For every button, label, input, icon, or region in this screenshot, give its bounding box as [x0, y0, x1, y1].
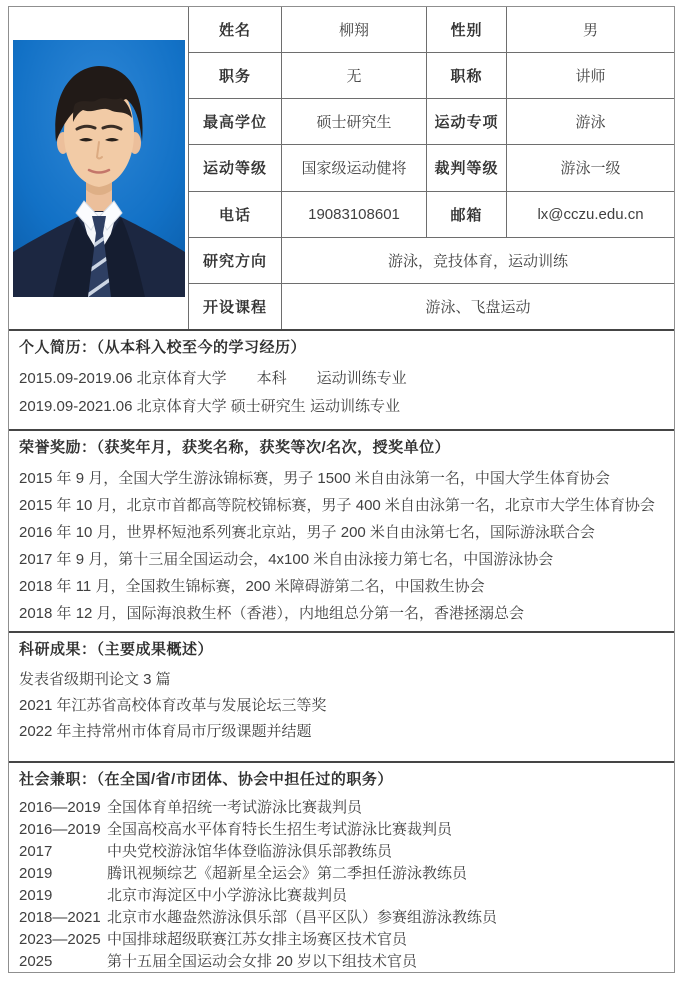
- section-honors-awards: [9, 429, 674, 631]
- field-label-degree: 最高学位: [202, 114, 267, 132]
- field-value-email: lx@cczu.edu.cn: [506, 192, 674, 237]
- position-period: 2019: [19, 887, 53, 904]
- position-period: 2016—2019: [19, 821, 101, 838]
- section-title: 个人简历：（从本科入校至今的学习经历）: [19, 339, 307, 356]
- table-row: [189, 145, 674, 191]
- photo-cell: [9, 7, 189, 329]
- honor-line: 2018 年 12 月，国际海浪救生杯（香港），内地组总分第一名，香港拯溺总会: [19, 605, 525, 622]
- table-row: [189, 53, 674, 99]
- resume-document-page: [8, 6, 675, 973]
- field-value-position: 无: [281, 53, 426, 98]
- field-label-name: 姓名: [218, 22, 251, 40]
- field-value-research-direction: 游泳，竞技体育，运动训练: [281, 238, 674, 283]
- section-title: 科研成果：（主要成果概述）: [19, 641, 214, 658]
- section-personal-resume: [9, 329, 674, 429]
- position-role: 中国排球超级联赛江苏女排主场赛区技术官员: [107, 931, 408, 948]
- field-value-athlete-level: 国家级运动健将: [281, 145, 426, 190]
- field-label-courses: 开设课程: [202, 298, 267, 316]
- field-value-title: 讲师: [506, 53, 674, 98]
- position-period: 2018—2021: [19, 909, 101, 926]
- social-position-row: [19, 841, 664, 863]
- field-label-gender: 性别: [426, 7, 506, 52]
- research-line: 2021 年江苏省高校体育改革与发展论坛三等奖: [19, 697, 327, 714]
- position-role: 北京市水趣盎然游泳俱乐部（昌平区队）参赛组游泳教练员: [107, 909, 498, 926]
- social-position-row: [19, 819, 664, 841]
- table-row: [189, 238, 674, 284]
- resume-line: 2019.09-2021.06 北京体育大学 硕士研究生 运动训练专业: [19, 398, 400, 415]
- field-label-position: 职务: [218, 68, 251, 86]
- honor-line: 2015 年 9 月，全国大学生游泳锦标赛，男子 1500 米自由泳第一名，中国大学生体育协会: [19, 470, 610, 487]
- social-position-row: [19, 929, 664, 951]
- position-period: 2016—2019: [19, 799, 101, 816]
- social-position-row: [19, 797, 664, 819]
- position-period: 2023—2025: [19, 931, 101, 948]
- position-period: 2025: [19, 953, 53, 970]
- honor-line: 2016 年 10 月，世界杯短池系列赛北京站，男子 200 米自由泳第七名，国际游泳联合会: [19, 524, 595, 541]
- honor-line: 2018 年 11 月，全国救生锦标赛，200 米障碍游第二名，中国救生协会: [19, 578, 485, 595]
- position-role: 全国体育单招统一考试游泳比赛裁判员: [107, 799, 363, 816]
- table-row: [189, 7, 674, 53]
- id-photo-illustration: [13, 40, 185, 297]
- field-value-courses: 游泳、飞盘运动: [281, 284, 674, 329]
- field-label-athlete-level: 运动等级: [202, 160, 267, 178]
- table-row: [189, 192, 674, 238]
- section-social-positions: [9, 761, 674, 972]
- field-value-referee-level: 游泳一级: [506, 145, 674, 190]
- field-label-referee-level: 裁判等级: [426, 145, 506, 190]
- position-role: 北京市海淀区中小学游泳比赛裁判员: [107, 887, 348, 904]
- social-position-row: [19, 863, 664, 885]
- research-line: 发表省级期刊论文 3 篇: [19, 671, 171, 688]
- honor-line: 2017 年 9 月，第十三届全国运动会，4x100 米自由泳接力第七名，中国游泳协会: [19, 551, 554, 568]
- position-role: 全国高校高水平体育特长生招生考试游泳比赛裁判员: [107, 821, 453, 838]
- position-role: 腾讯视频综艺《超新星全运会》第二季担任游泳教练员: [107, 865, 468, 882]
- resume-line: 2015.09-2019.06 北京体育大学 本科 运动训练专业: [19, 370, 407, 387]
- field-label-phone: 电话: [218, 206, 251, 224]
- field-value-name: 柳翔: [281, 7, 426, 52]
- section-title: 荣誉奖励：（获奖年月，获奖名称，获奖等次/名次，授奖单位）: [19, 439, 451, 456]
- position-period: 2019: [19, 865, 53, 882]
- social-position-row: [19, 951, 664, 972]
- section-title: 社会兼职：（在全国/省/市团体、协会中担任过的职务）: [19, 771, 393, 788]
- honor-line: 2015 年 10 月，北京市首都高等院校锦标赛，男子 400 米自由泳第一名，北京市大学生体育协会: [19, 497, 655, 514]
- position-role: 中央党校游泳馆华体登临游泳俱乐部教练员: [107, 843, 393, 860]
- social-position-row: [19, 885, 664, 907]
- section-research-achievements: [9, 631, 674, 761]
- research-line: 2022 年主持常州市体育局市厅级课题并结题: [19, 723, 312, 740]
- profile-photo: [13, 40, 185, 297]
- table-row: [189, 284, 674, 329]
- field-label-email: 邮箱: [426, 192, 506, 237]
- field-value-phone: 19083108601: [281, 192, 426, 237]
- personal-info-table: [189, 7, 674, 329]
- table-row: [189, 99, 674, 145]
- field-value-degree: 硕士研究生: [281, 99, 426, 144]
- field-value-gender: 男: [506, 7, 674, 52]
- field-label-title: 职称: [426, 53, 506, 98]
- top-info-section: [9, 7, 674, 329]
- position-period: 2017: [19, 843, 53, 860]
- position-role: 第十五届全国运动会女排 20 岁以下组技术官员: [107, 953, 418, 970]
- field-value-sport: 游泳: [506, 99, 674, 144]
- social-position-row: [19, 907, 664, 929]
- field-label-sport: 运动专项: [426, 99, 506, 144]
- field-label-research-direction: 研究方向: [202, 252, 267, 270]
